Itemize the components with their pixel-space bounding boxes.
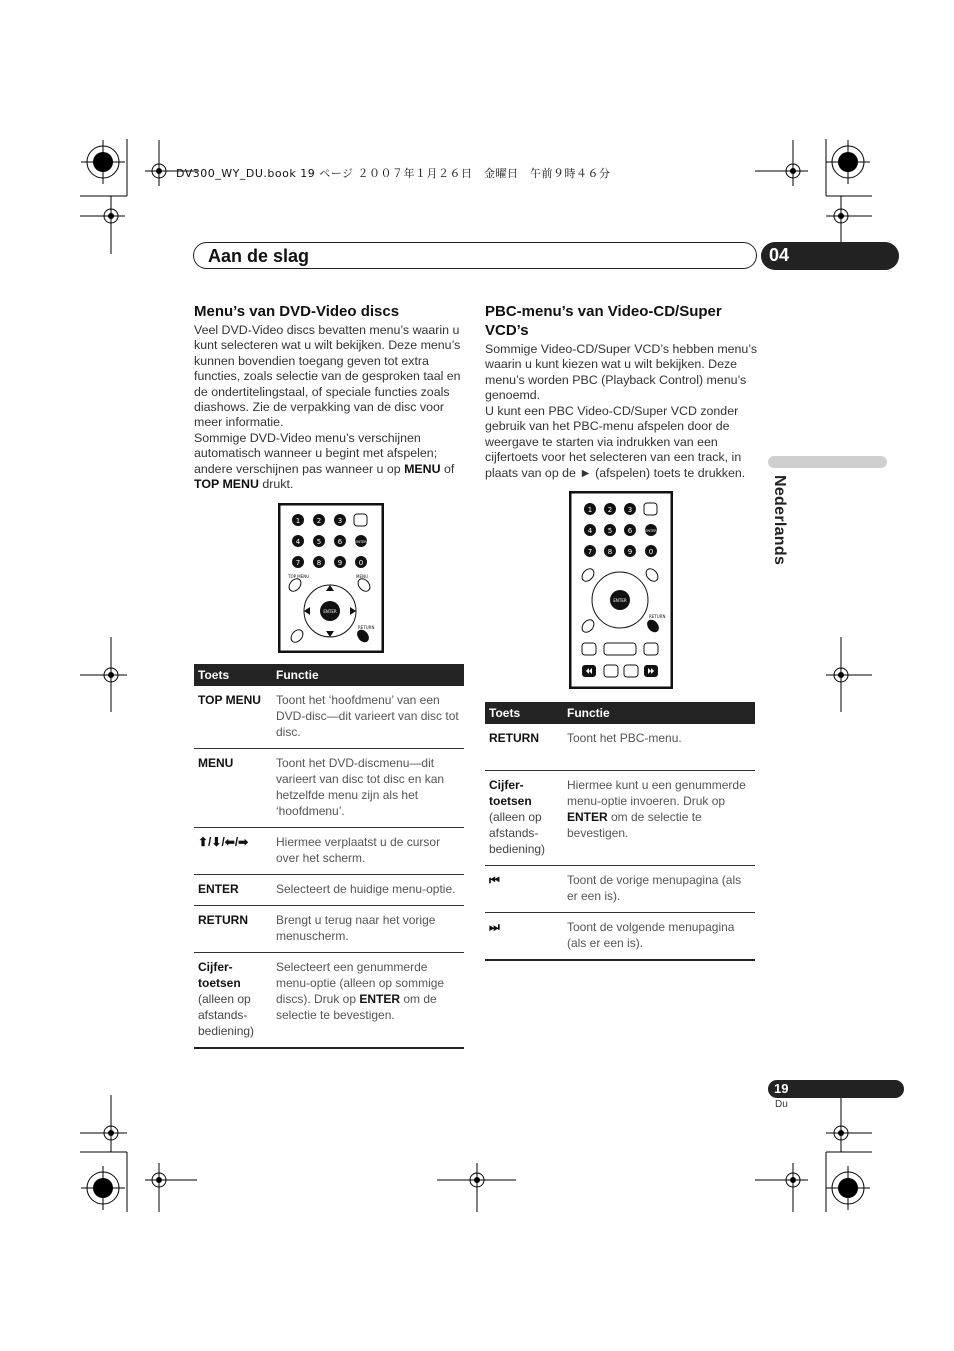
table-header-row bbox=[194, 664, 464, 686]
enter-key-name: ENTER bbox=[359, 992, 401, 1006]
blank-button bbox=[604, 665, 618, 677]
number-label: 5 bbox=[607, 527, 613, 535]
table-row bbox=[194, 749, 464, 828]
blank-wide-button bbox=[604, 643, 636, 655]
text-run: Sommige DVD-Video menu’s verschijnen automatisch wanneer u begint met afspelen; andere verschijnen pas wanneer u op bbox=[194, 431, 438, 476]
up-arrow-icon bbox=[326, 585, 334, 591]
number-label: 0 bbox=[358, 559, 364, 567]
table-row bbox=[485, 913, 755, 961]
key-cell: MENU bbox=[194, 749, 272, 828]
blank-button bbox=[644, 503, 657, 515]
table-row bbox=[485, 771, 755, 866]
table-row bbox=[194, 686, 464, 749]
table-header-row bbox=[485, 702, 755, 724]
blank-button bbox=[644, 643, 658, 655]
function-table-dvd bbox=[194, 664, 464, 1049]
table-row bbox=[194, 828, 464, 875]
text-run: of bbox=[440, 461, 455, 476]
enter-key-name: ENTER bbox=[567, 810, 608, 824]
return-label: RETURN bbox=[649, 614, 666, 619]
enter-label: ENTER bbox=[613, 598, 627, 603]
menu-key-name: MENU bbox=[404, 461, 441, 476]
chapter-header bbox=[193, 242, 757, 269]
top-menu-key-name: TOP MENU bbox=[194, 477, 259, 492]
column-header-key: Toets bbox=[194, 664, 272, 686]
function-cell: Hiermee verplaatst u de cursor over het scherm. bbox=[272, 828, 464, 875]
number-label: 3 bbox=[627, 506, 633, 514]
key-cell: ⏭ bbox=[485, 913, 563, 961]
enter-small-label: ENTER bbox=[355, 540, 367, 544]
blank-oval-button bbox=[580, 617, 597, 634]
chapter-number-badge bbox=[761, 242, 899, 270]
chapter-title: Aan de slag bbox=[208, 246, 310, 266]
section-heading-dvd: Menu’s van DVD-Video discs bbox=[194, 303, 400, 320]
paragraph-dvd-auto bbox=[194, 431, 466, 493]
key-cell: ENTER bbox=[194, 875, 272, 906]
key-note: (alleen op afstands-bediening) bbox=[198, 992, 255, 1038]
number-label: 1 bbox=[295, 517, 301, 525]
blank-oval-button bbox=[289, 627, 306, 644]
language-tab bbox=[768, 456, 887, 468]
remote-control-illustration-vcd bbox=[569, 491, 673, 689]
down-arrow-icon bbox=[326, 631, 334, 637]
left-arrow-icon bbox=[304, 607, 310, 615]
blank-button bbox=[354, 514, 367, 526]
text-run: om de selectie te bevestigen. bbox=[276, 992, 437, 1022]
function-cell: Toont het ‘hoofdmenu’ van een DVD-disc—dit varieert van disc tot disc. bbox=[272, 686, 464, 749]
number-label: 6 bbox=[337, 538, 343, 546]
table-row bbox=[485, 724, 755, 771]
column-header-key: Toets bbox=[485, 702, 563, 724]
function-cell: Selecteert de huidige menu-optie. bbox=[272, 875, 464, 906]
language-label: Nederlands bbox=[771, 475, 788, 566]
key-name: Cijfer-toetsen bbox=[489, 778, 532, 808]
key-note: (alleen op afstands-bediening) bbox=[489, 810, 546, 856]
key-cell: RETURN bbox=[485, 724, 563, 771]
number-label: 6 bbox=[627, 527, 633, 535]
number-label: 2 bbox=[607, 506, 613, 514]
function-cell: Toont het PBC-menu. bbox=[563, 724, 755, 771]
menu-label: MENU bbox=[356, 574, 368, 579]
top-menu-label: TOP MENU bbox=[288, 574, 310, 579]
paragraph-dvd-intro: Veel DVD-Video discs bevatten menu’s waarin u kunt selecteren wat u wilt bekijken. Deze menu’s kunnen bovendien toegang geven tot extra functies, zoals selectie van de gesproken taal en de ondertitelingstaal, of speciale functies zoals diashows. Zie de verpakking van de disc voor meer informatie. bbox=[194, 323, 461, 430]
key-cell: TOP MENU bbox=[194, 686, 272, 749]
key-name: Cijfer-toetsen bbox=[198, 960, 241, 990]
number-label: 9 bbox=[337, 559, 343, 567]
remote-control-illustration-dvd bbox=[278, 503, 384, 653]
key-cell: RETURN bbox=[194, 906, 272, 953]
text-run: om de selectie te bevestigen. bbox=[567, 810, 702, 840]
number-label: 7 bbox=[295, 559, 301, 567]
right-arrow-icon bbox=[350, 607, 356, 615]
table-row bbox=[194, 875, 464, 906]
top-menu-button bbox=[580, 566, 597, 583]
language-code: Du bbox=[775, 1099, 788, 1110]
function-table-vcd bbox=[485, 702, 755, 961]
number-label: 4 bbox=[587, 527, 593, 535]
page-number: 19 bbox=[774, 1081, 789, 1096]
column-header-function: Functie bbox=[563, 702, 755, 724]
number-label: 7 bbox=[587, 548, 593, 556]
number-label: 5 bbox=[316, 538, 322, 546]
return-button bbox=[645, 617, 662, 634]
function-cell: Toont het DVD-discmenu—dit varieert van disc tot disc en kan hetzelfde menu zijn als het ‘hoofdmenu’. bbox=[272, 749, 464, 828]
menu-button bbox=[644, 566, 661, 583]
number-label: 8 bbox=[316, 559, 322, 567]
column-header-function: Functie bbox=[272, 664, 464, 686]
function-cell: Toont de vorige menupagina (als er een is). bbox=[563, 866, 755, 913]
blank-button bbox=[624, 665, 638, 677]
page-number-badge bbox=[768, 1080, 904, 1098]
section-heading-vcd: PBC-menu’s van Video-CD/Super VCD’s bbox=[485, 303, 722, 339]
text-run: drukt. bbox=[258, 477, 294, 492]
enter-small-label: ENTER bbox=[645, 529, 657, 533]
function-cell bbox=[272, 953, 464, 1049]
key-cell bbox=[485, 771, 563, 866]
table-row bbox=[194, 906, 464, 953]
function-cell: Toont de volgende menupagina (als er een is). bbox=[563, 913, 755, 961]
key-cell: ⬆/⬇/⬅/➡ bbox=[194, 828, 272, 875]
function-cell: Brengt u terug naar het vorige menuscherm. bbox=[272, 906, 464, 953]
return-label: RETURN bbox=[358, 625, 375, 630]
remote-outline bbox=[570, 492, 672, 688]
text-run: Selecteert een genummerde menu-optie (alleen op sommige discs). Druk op bbox=[276, 960, 445, 1006]
table-row bbox=[194, 953, 464, 1049]
enter-label: ENTER bbox=[323, 609, 337, 614]
paragraph-vcd-pbc: U kunt een PBC Video-CD/Super VCD zonder gebruik van het PBC-menu afspelen door de weergave te starten via indrukken van een cijfertoets voor het selecteren van een track, in plaats van op de ► (afspelen) toets te drukken. bbox=[485, 404, 746, 480]
number-label: 8 bbox=[607, 548, 613, 556]
text-run: Hiermee kunt u een genummerde menu-optie invoeren. Druk op bbox=[567, 778, 746, 808]
blank-button bbox=[582, 643, 596, 655]
number-label: 4 bbox=[295, 538, 301, 546]
number-label: 3 bbox=[337, 517, 343, 525]
table-row bbox=[485, 866, 755, 913]
language-side-label bbox=[750, 475, 820, 585]
chapter-number: 04 bbox=[769, 245, 790, 265]
key-cell: ⏮ bbox=[485, 866, 563, 913]
book-info-line: DV300_WY_DU.book 19 ページ ２００７年１月２６日 金曜日 午前９時４６分 bbox=[176, 167, 611, 180]
number-label: 0 bbox=[648, 548, 654, 556]
paragraph-vcd-intro: Sommige Video-CD/Super VCD’s hebben menu’s waarin u kunt kiezen wat u wilt bekijken. Deze menu’s worden PBC (Playback Control) menu’s genoemd. bbox=[485, 342, 758, 403]
number-label: 1 bbox=[587, 506, 593, 514]
key-cell bbox=[194, 953, 272, 1049]
number-label: 9 bbox=[627, 548, 633, 556]
number-label: 2 bbox=[316, 517, 322, 525]
function-cell bbox=[563, 771, 755, 866]
